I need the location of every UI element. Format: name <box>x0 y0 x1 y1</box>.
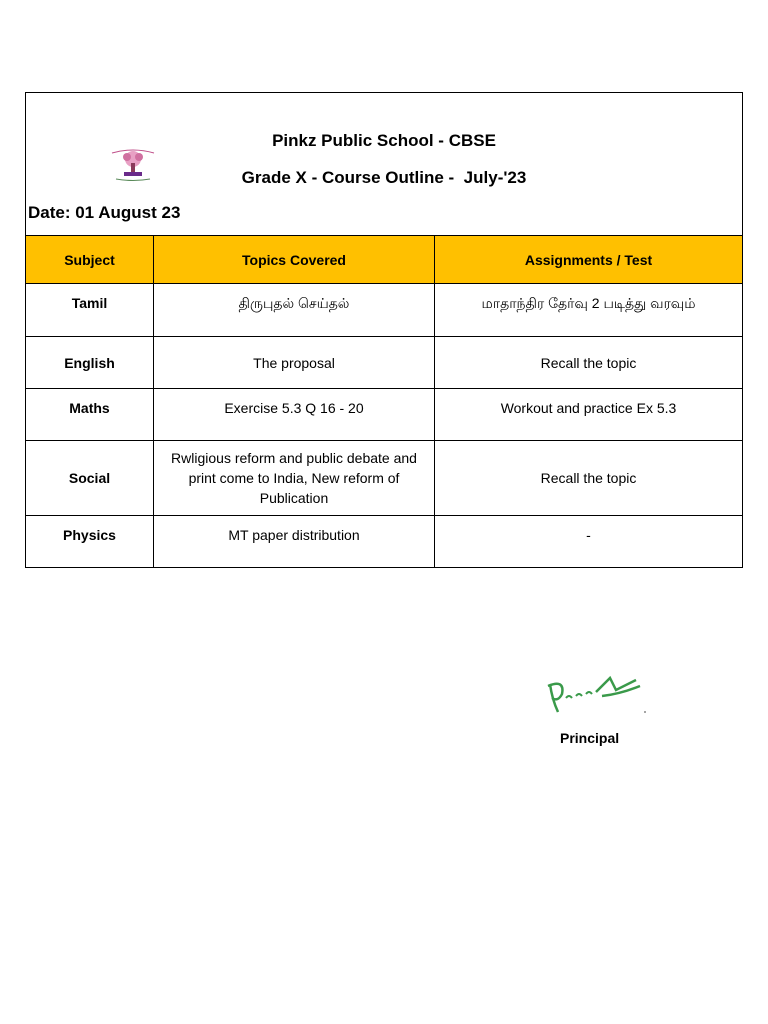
course-outline-sheet <box>25 92 743 569</box>
report-date: Date: 01 August 23 <box>28 203 181 222</box>
column-header-subject: Subject <box>26 236 154 284</box>
subject-cell: Tamil <box>26 284 154 337</box>
principal-label: Principal <box>560 730 620 746</box>
topics-cell: Rwligious reform and public debate and print come to India, New reform of Publication <box>154 441 435 516</box>
assignment-cell: Recall the topic <box>435 441 743 516</box>
assignment-cell: - <box>435 516 743 568</box>
assignment-cell: மாதாந்திர தேர்வு 2 படித்து வரவும் <box>435 284 743 337</box>
topics-cell: Exercise 5.3 Q 16 - 20 <box>154 389 435 441</box>
table-row <box>26 284 743 337</box>
grade-line-prefix: Grade X - Course Outline - <box>241 168 459 187</box>
document-header <box>25 92 743 236</box>
topics-cell: The proposal <box>154 337 435 389</box>
subject-cell: Social <box>26 441 154 516</box>
assignment-cell: Recall the topic <box>435 337 743 389</box>
table-row <box>26 337 743 389</box>
course-outline-title <box>26 168 742 188</box>
table-row <box>26 389 743 441</box>
column-header-assignments: Assignments / Test <box>435 236 743 284</box>
topics-cell: MT paper distribution <box>154 516 435 568</box>
table-row <box>26 516 743 568</box>
grade-line-month: July-'23 <box>463 168 527 187</box>
table-row <box>26 441 743 516</box>
topics-cell: திருபுதல் செய்தல் <box>154 284 435 337</box>
subject-cell: English <box>26 337 154 389</box>
subject-cell: Physics <box>26 516 154 568</box>
table-header-row <box>26 236 743 284</box>
assignment-cell: Workout and practice Ex 5.3 <box>435 389 743 441</box>
school-name: Pinkz Public School - CBSE <box>272 131 496 150</box>
column-header-topics: Topics Covered <box>154 236 435 284</box>
principal-signature-icon <box>540 664 650 724</box>
course-table <box>25 235 743 568</box>
subject-cell: Maths <box>26 389 154 441</box>
